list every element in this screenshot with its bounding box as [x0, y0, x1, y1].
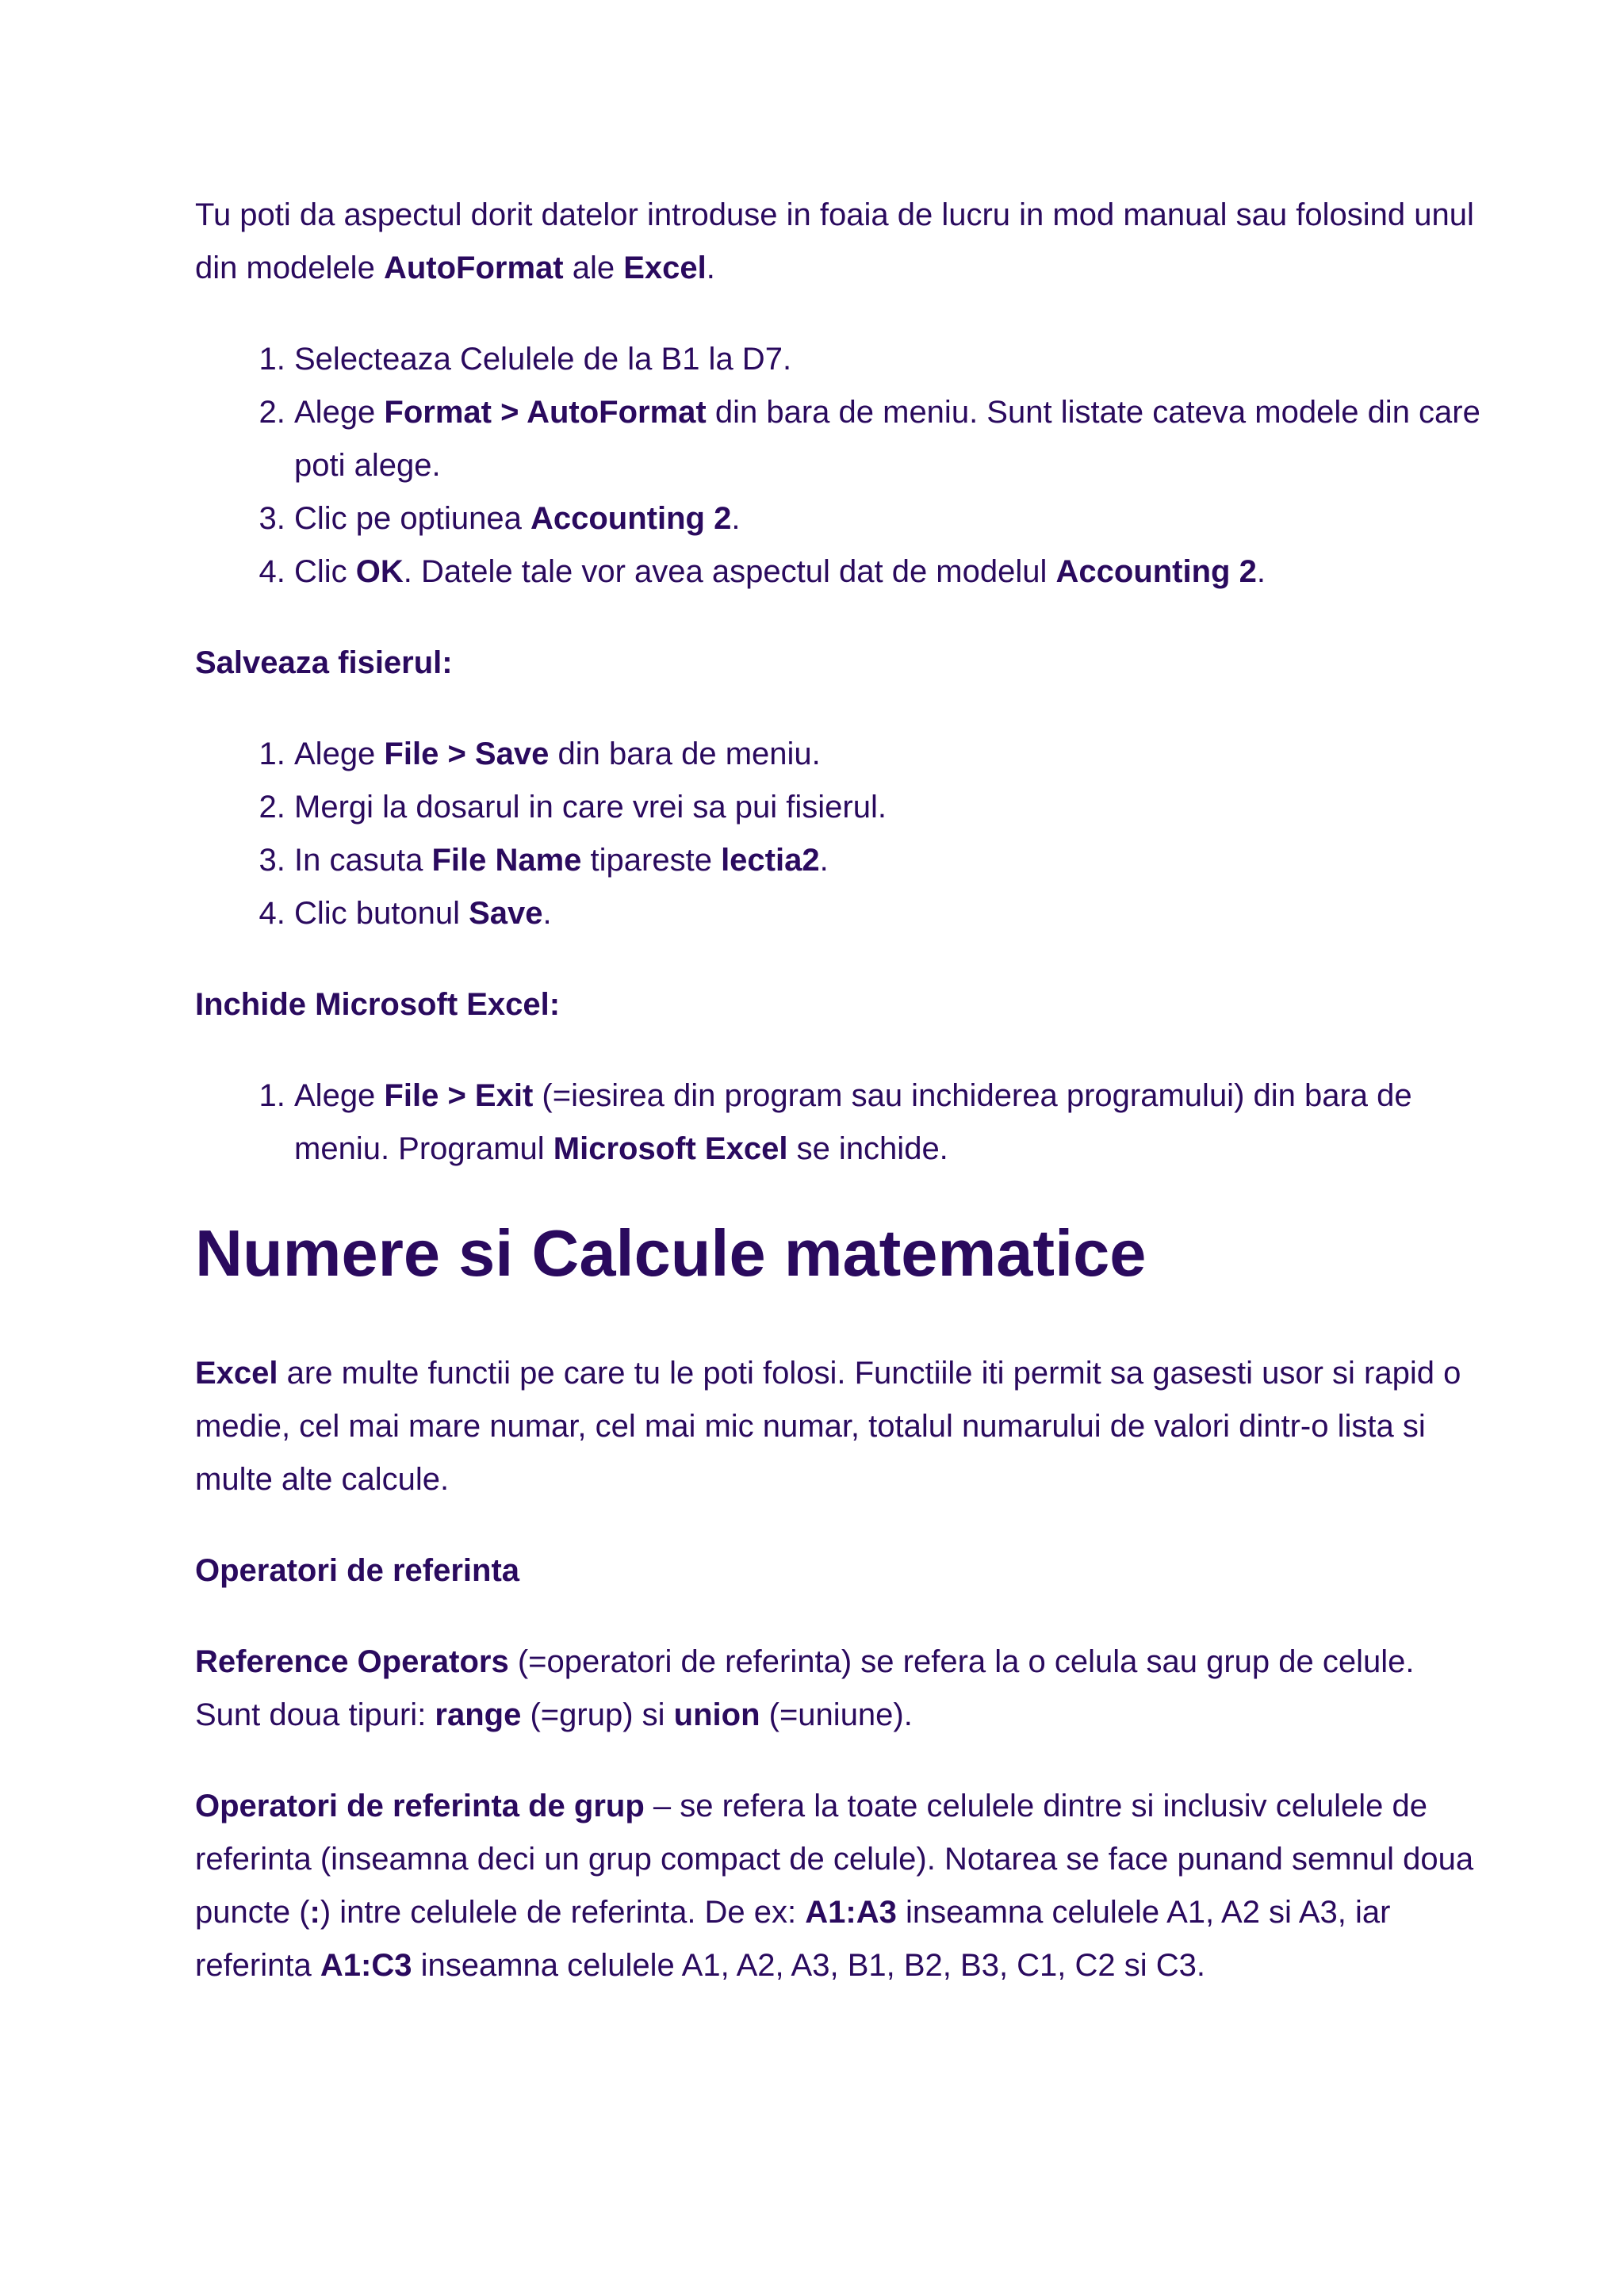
range-operators-paragraph [195, 1780, 1481, 1992]
list-item [294, 834, 1481, 887]
list-item-bold: Accounting 2 [1055, 554, 1257, 589]
list-item-text: . [542, 896, 552, 931]
list-item-text: Alege [294, 395, 385, 430]
paragraph-text: ) intre celulele de referinta. De ex: [320, 1895, 806, 1930]
intro-text: ale [563, 251, 624, 285]
list-item-bold: Accounting 2 [530, 501, 732, 536]
autoformat-steps-list [195, 333, 1481, 599]
section-title: Numere si Calcule matematice [195, 1216, 1147, 1290]
excel-functions-paragraph [195, 1347, 1481, 1506]
list-item [294, 492, 1481, 545]
paragraph-text: (=operatori de referinta) se refera la o celula sau grup de celule. Sunt doua tipuri: [195, 1644, 1415, 1732]
list-item-bold: Microsoft Excel [553, 1131, 788, 1166]
intro-text: Tu poti da aspectul dorit datelor introduse in foaia de lucru in mod manual sau folosind unul din modelele [195, 197, 1474, 285]
paragraph-bold: union [673, 1697, 760, 1732]
list-item-text: tipareste [581, 843, 722, 878]
close-steps-list [195, 1070, 1481, 1176]
list-item-bold: lectia2 [721, 843, 820, 878]
list-item-text: Clic butonul [294, 896, 469, 931]
reference-operators-heading: Operatori de referinta [195, 1553, 520, 1588]
list-item-text: In casuta [294, 843, 432, 878]
list-item-bold: OK [355, 554, 404, 589]
paragraph-bold: A1:C3 [320, 1948, 412, 1983]
paragraph-bold: range [435, 1697, 522, 1732]
paragraph-bold: : [309, 1895, 320, 1930]
paragraph-bold: Reference Operators [195, 1644, 509, 1679]
close-excel-heading: Inchide Microsoft Excel: [195, 987, 561, 1022]
intro-bold-excel: Excel [623, 251, 707, 285]
list-item [294, 887, 1481, 940]
list-item [294, 781, 1481, 834]
paragraph-text: – se refera la toate celulele dintre si inclusiv celulele de referinta (inseamna deci un grup compact de celule). Notarea se face punand semnul doua puncte ( [195, 1789, 1474, 1930]
list-item [294, 728, 1481, 781]
paragraph-text: (=uniune). [760, 1697, 913, 1732]
list-item-bold: Format > AutoFormat [384, 395, 707, 430]
list-item-text: . [731, 501, 741, 536]
reference-operators-paragraph [195, 1636, 1481, 1742]
list-item-bold: Save [469, 896, 543, 931]
list-item-text: Selecteaza Celulele de la B1 la D7. [294, 342, 792, 377]
list-item [294, 333, 1481, 386]
list-item [294, 1070, 1481, 1176]
paragraph-bold: A1:A3 [805, 1895, 897, 1930]
intro-paragraph [195, 189, 1481, 295]
save-steps-list [195, 728, 1481, 940]
list-item-text: se inchide. [787, 1131, 948, 1166]
paragraph-text: are multe functii pe care tu le poti folosi. Functiile iti permit sa gasesti usor si rapid o medie, cel mai mare numar, cel mai mic numar, totalul numarului de valori dintr-o lista si multe alte calcule. [195, 1356, 1461, 1497]
list-item-bold: File > Exit [384, 1078, 534, 1113]
list-item-text: Alege [294, 1078, 385, 1113]
save-file-heading: Salveaza fisierul: [195, 645, 453, 680]
list-item-text: Clic [294, 554, 356, 589]
paragraph-text: (=grup) si [521, 1697, 674, 1732]
list-item-text: Clic pe optiunea [294, 501, 530, 536]
paragraph-text: inseamna celulele A1, A2 si A3, iar referinta [195, 1895, 1391, 1983]
list-item-text: Mergi la dosarul in care vrei sa pui fisierul. [294, 790, 887, 825]
list-item-text: (=iesirea din program sau inchiderea programului) din bara de meniu. Programul [294, 1078, 1412, 1166]
paragraph-text: inseamna celulele A1, A2, A3, B1, B2, B3, C1, C2 si C3. [412, 1948, 1206, 1983]
paragraph-bold: Operatori de referinta de grup [195, 1789, 645, 1823]
paragraph-bold: Excel [195, 1356, 278, 1391]
list-item-text: din bara de meniu. [549, 737, 821, 771]
list-item-text: . Datele tale vor avea aspectul dat de modelul [403, 554, 1056, 589]
list-item-text: . [1256, 554, 1266, 589]
list-item-text: Alege [294, 737, 385, 771]
list-item-text: din bara de meniu. Sunt listate cateva modele din care poti alege. [294, 395, 1480, 483]
list-item-bold: File > Save [384, 737, 550, 771]
intro-bold-autoformat: AutoFormat [383, 251, 564, 285]
list-item [294, 386, 1481, 492]
list-item-bold: File Name [431, 843, 582, 878]
list-item [294, 545, 1481, 599]
intro-text: . [706, 251, 715, 285]
list-item-text: . [819, 843, 829, 878]
